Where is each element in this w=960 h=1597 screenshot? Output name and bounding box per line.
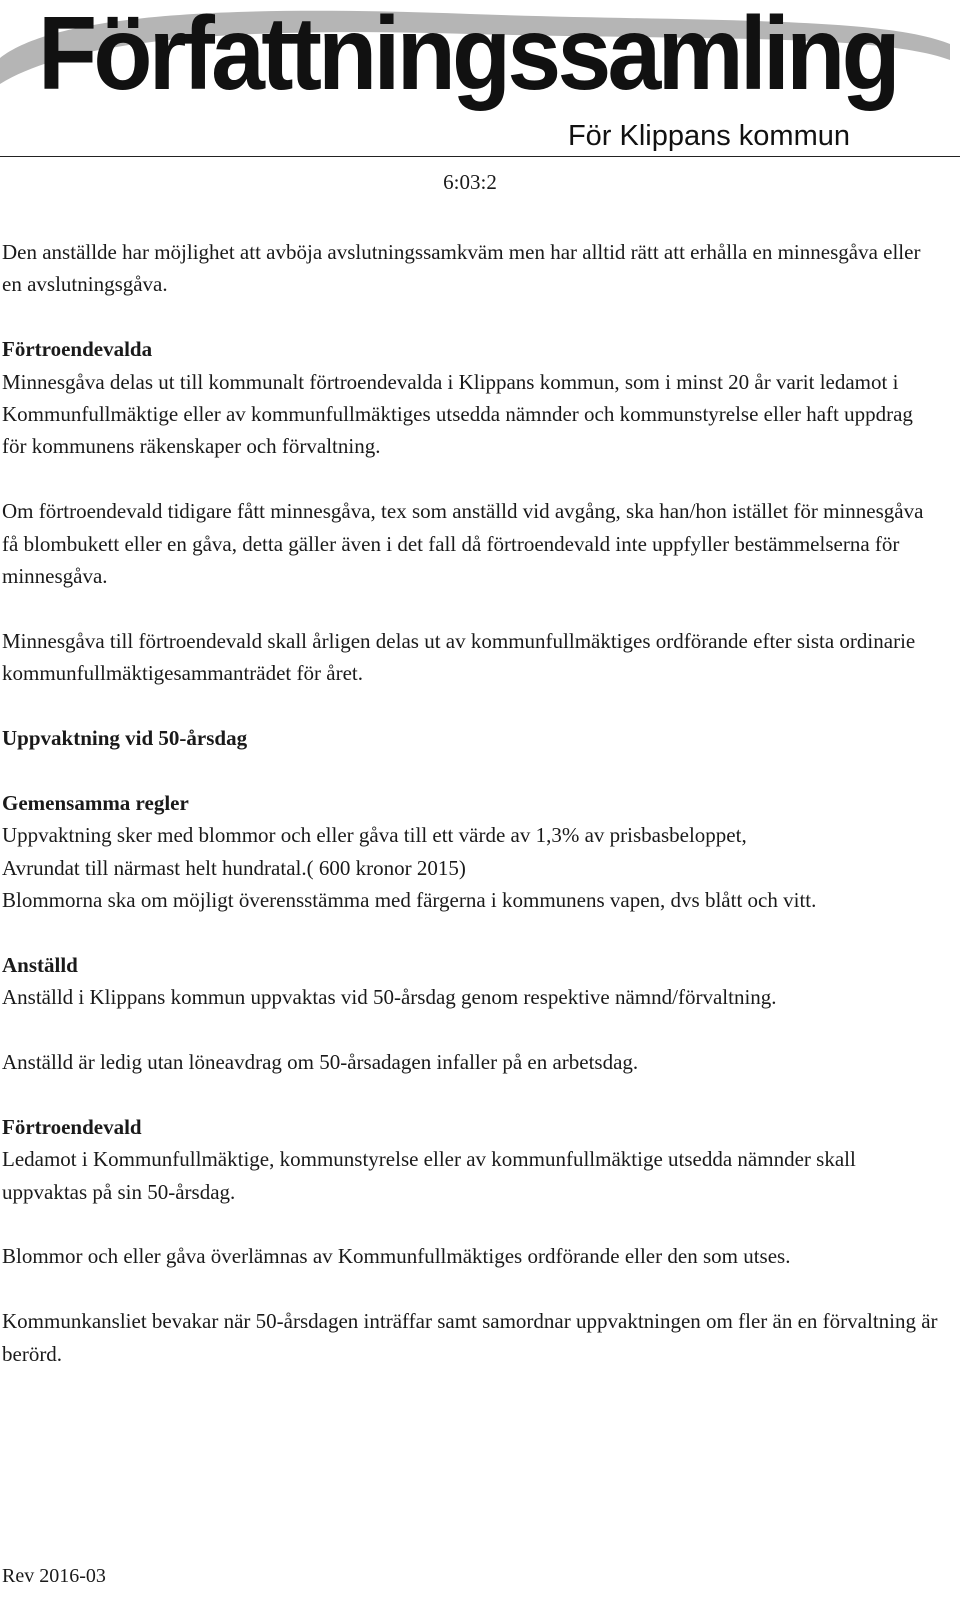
- section-fortroendevald: [2, 1111, 942, 1208]
- fortroendevald-paragraph-1: Ledamot i Kommunfullmäktige, kommunstyrelse eller av kommunfullmäktige utsedda nämnder skall uppvaktas på sin 50-årsdag.: [2, 1147, 856, 1204]
- fortroendevalda-paragraph-2: Om förtroendevald tidigare fått minnesgåva, tex som anställd vid avgång, ska han/hon istället för minnesgåva få blombukett eller en gåva, detta gäller även i det fall då förtroendevald inte uppfyller bestämmelserna för minnesgåva.: [2, 499, 924, 589]
- intro-paragraph: Den anställde har möjlighet att avböja avslutningssamkväm men har alltid rätt att erhålla en minnesgåva eller en avslutningsgåva.: [2, 240, 921, 297]
- heading-gemensamma-regler: Gemensamma regler: [2, 790, 189, 815]
- anstalld-paragraph-2: Anställd är ledig utan löneavdrag om 50-årsadagen infaller på en arbetsdag.: [2, 1050, 639, 1075]
- banner-subtitle: För Klippans kommun: [567, 120, 850, 152]
- gemensamma-line-3: Blommorna ska om möjligt överensstämma med färgerna i kommunens vapen, dvs blått och vitt.: [2, 888, 817, 913]
- heading-fortroendevalda: Förtroendevalda: [2, 337, 153, 362]
- revision-footer: Rev 2016-03: [2, 1565, 106, 1587]
- anstalld-paragraph-1: Anställd i Klippans kommun uppvaktas vid 50-årsdag genom respektive nämnd/förvaltning.: [2, 985, 777, 1010]
- gemensamma-line-1: Uppvaktning sker med blommor och eller gåva till ett värde av 1,3% av prisbasbeloppet,: [2, 823, 747, 848]
- fortroendevalda-paragraph-1: Minnesgåva delas ut till kommunalt förtroendevalda i Klippans kommun, som i minst 20 år varit ledamot i Kommunfullmäktige eller av kommunfullmäktiges utsedda nämnder och kommunstyrelse eller haft uppdrag för kommunens räkenskaper och förvaltning.: [2, 369, 913, 459]
- heading-fortroendevald: Förtroendevald: [2, 1114, 142, 1139]
- section-fortroendevalda: [2, 333, 942, 463]
- banner-title: Författningssamling: [38, 0, 897, 112]
- fortroendevald-paragraph-2: Blommor och eller gåva överlämnas av Kommunfullmäktiges ordförande eller den som utses.: [2, 1244, 791, 1269]
- gemensamma-line-2: Avrundat till närmast helt hundratal.( 600 kronor 2015): [2, 855, 466, 880]
- document-body: [2, 236, 942, 1402]
- fortroendevald-paragraph-3: Kommunkansliet bevakar när 50-årsdagen inträffar samt samordnar uppvaktningen om fler än en förvaltning är berörd.: [2, 1309, 938, 1366]
- banner-rule: [0, 156, 960, 157]
- fortroendevalda-paragraph-3: Minnesgåva till förtroendevald skall årligen delas ut av kommunfullmäktiges ordförande efter sista ordinarie kommunfullmäktigesammanträdet för året.: [2, 628, 916, 686]
- section-anstalld: [2, 949, 942, 1014]
- heading-uppvaktning: Uppvaktning vid 50-årsdag: [2, 726, 248, 751]
- section-uppvaktning: [2, 722, 942, 754]
- section-gemensamma-regler: [2, 787, 942, 917]
- document-banner: [0, 0, 960, 160]
- page-number: 6:03:2: [443, 170, 497, 194]
- heading-anstalld: Anställd: [2, 952, 78, 977]
